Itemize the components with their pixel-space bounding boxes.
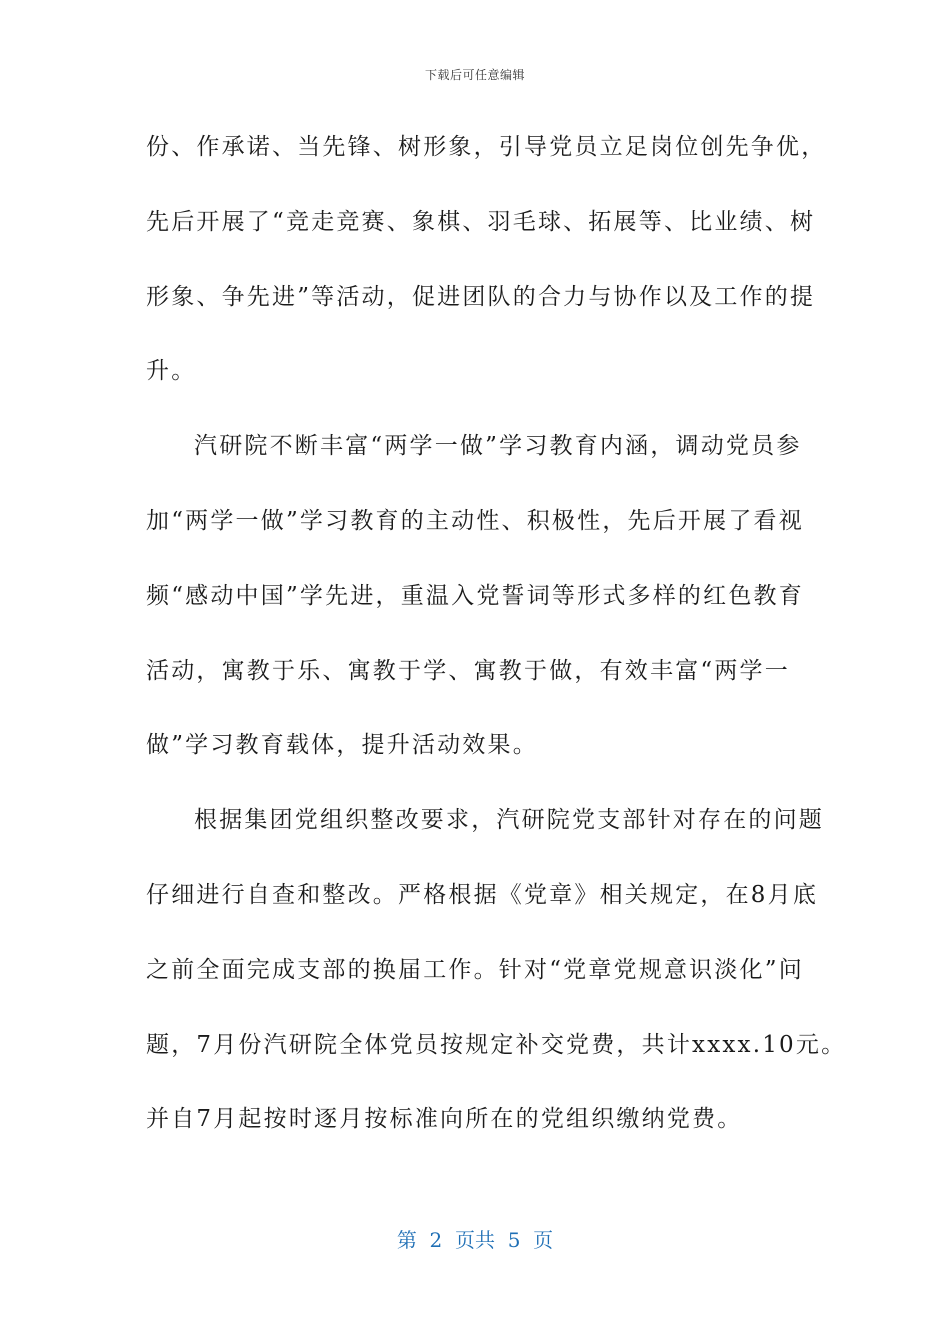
text-line: 加“两学一做”学习教育的主动性、积极性，先后开展了看视	[146, 507, 804, 534]
page-header: 下载后可任意编辑	[424, 68, 525, 82]
text-line: 题，7月份汽研院全体党员按规定补交党费，共计xxxx.10元。	[146, 1031, 847, 1058]
text-line: 升。	[146, 358, 197, 385]
text-line: 形象、争先进”等活动，促进团队的合力与协作以及工作的提	[146, 283, 816, 310]
paragraph-first-line: 根据集团党组织整改要求，汽研院党支部针对存在的问题	[194, 807, 824, 834]
paragraph-first-line: 汽研院不断丰富“两学一做”学习教育内涵，调动党员参	[194, 433, 802, 460]
page-number-footer: 第 2 页共 5 页	[396, 1228, 554, 1252]
document-body	[146, 122, 847, 1169]
text-line: 频“感动中国”学先进，重温入党誓词等形式多样的红色教育	[146, 582, 804, 609]
text-line: 之前全面完成支部的换届工作。针对“党章党规意识淡化”问	[146, 956, 804, 983]
text-line: 活动，寓教于乐、寓教于学、寓教于做，有效丰富“两学一	[146, 657, 790, 684]
text-line: 做”学习教育载体，提升活动效果。	[146, 732, 538, 759]
text-line: 仔细进行自查和整改。严格根据《党章》相关规定，在8月底	[146, 881, 819, 908]
text-line: 份、作承诺、当先锋、树形象，引导党员立足岗位创先争优，	[146, 134, 827, 160]
text-line: 并自7月起按时逐月按标准向所在的党组织缴纳党费。	[146, 1106, 743, 1133]
text-line: 先后开展了“竞走竞赛、象棋、羽毛球、拓展等、比业绩、树	[146, 208, 816, 235]
